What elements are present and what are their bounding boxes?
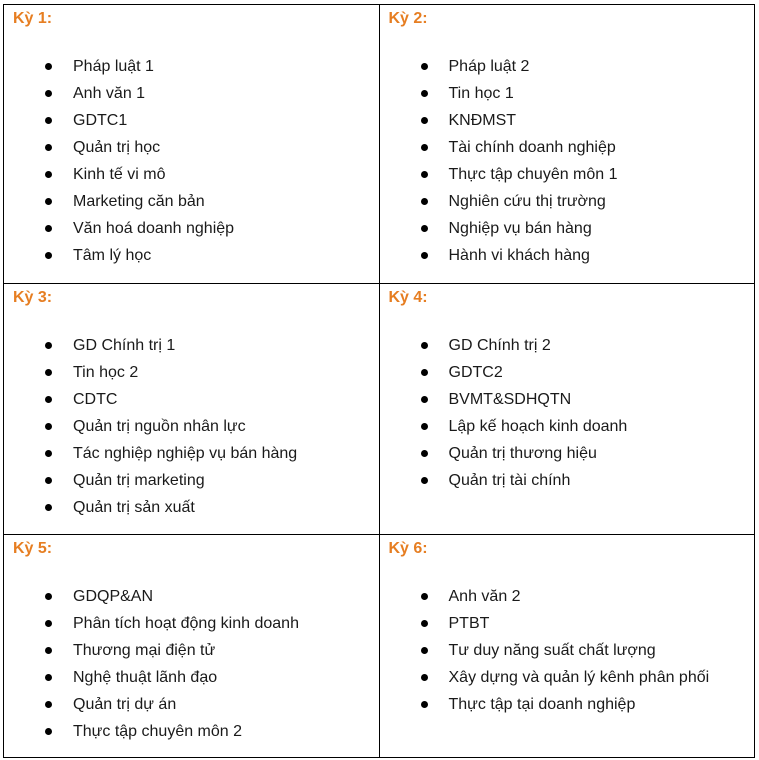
subject-label: Thực tập tại doanh nghiệp [448, 696, 636, 713]
bullet-icon [45, 198, 52, 205]
subject-label: Xây dựng và quản lý kênh phân phối [448, 669, 710, 686]
subject-label: Tin học 2 [73, 364, 139, 381]
bullet-icon [45, 342, 52, 349]
subject-label: Tâm lý học [73, 247, 152, 264]
list-item [389, 440, 755, 467]
list-item [13, 80, 379, 107]
subject-label: Kinh tế vi mô [73, 166, 166, 183]
bullet-icon [421, 198, 428, 205]
bullet-icon [45, 144, 52, 151]
subject-label: Nghiệp vụ bán hàng [448, 220, 592, 237]
subject-label: Quản trị tài chính [448, 472, 571, 489]
term-title: Kỳ 4: [388, 289, 428, 306]
bullet-icon [45, 423, 52, 430]
bullet-icon [45, 728, 52, 735]
term-cell-2 [379, 5, 755, 284]
subject-label: GDQP&AN [73, 588, 154, 605]
list-item [389, 610, 755, 637]
bullet-icon [421, 423, 428, 430]
subject-label: Marketing căn bản [73, 193, 205, 210]
term-block [380, 5, 755, 269]
bullet-icon [45, 504, 52, 511]
subject-label: Quản trị marketing [73, 472, 205, 489]
bullet-icon [421, 701, 428, 708]
bullet-icon [421, 117, 428, 124]
bullet-icon [421, 171, 428, 178]
term-cell-4 [379, 284, 755, 535]
list-item [13, 610, 379, 637]
list-item [13, 107, 379, 134]
term-title: Kỳ 6: [388, 540, 428, 557]
subject-list [13, 583, 379, 745]
table-row [4, 284, 755, 535]
bullet-icon [45, 450, 52, 457]
list-item [13, 440, 379, 467]
subject-label: PTBT [448, 615, 490, 632]
list-item [13, 188, 379, 215]
list-item [13, 583, 379, 610]
term-block [380, 284, 755, 494]
bullet-icon [421, 477, 428, 484]
subject-list [13, 53, 379, 269]
bullet-icon [45, 63, 52, 70]
table-row [4, 535, 755, 758]
subject-label: Văn hoá doanh nghiệp [73, 220, 235, 237]
list-item [13, 691, 379, 718]
subject-label: GDTC2 [448, 364, 503, 381]
list-item [389, 413, 755, 440]
subject-list [389, 53, 755, 269]
term-block [4, 284, 379, 521]
subject-label: GDTC1 [73, 112, 128, 129]
subject-label: Quản trị sản xuất [73, 499, 195, 516]
subject-label: Lập kế hoạch kinh doanh [448, 418, 628, 435]
bullet-icon [45, 171, 52, 178]
bullet-icon [421, 620, 428, 627]
subject-list [13, 332, 379, 521]
subject-label: Pháp luật 1 [73, 58, 154, 75]
list-item [13, 386, 379, 413]
list-item [13, 637, 379, 664]
list-item [389, 359, 755, 386]
list-item [389, 691, 755, 718]
bullet-icon [45, 620, 52, 627]
list-item [389, 188, 755, 215]
list-item [389, 467, 755, 494]
subject-label: Quản trị nguồn nhân lực [73, 418, 246, 435]
list-item [389, 583, 755, 610]
bullet-icon [45, 252, 52, 259]
subject-label: BVMT&SDHQTN [448, 391, 572, 408]
list-item [13, 664, 379, 691]
bullet-icon [421, 593, 428, 600]
subject-label: GD Chính trị 1 [73, 337, 176, 354]
bullet-icon [45, 674, 52, 681]
list-item [13, 53, 379, 80]
subject-label: Anh văn 1 [73, 85, 146, 102]
bullet-icon [421, 647, 428, 654]
bullet-icon [45, 396, 52, 403]
bullet-icon [421, 63, 428, 70]
subject-label: GD Chính trị 2 [448, 337, 551, 354]
bullet-icon [421, 225, 428, 232]
subject-label: Nghiên cứu thị trường [448, 193, 606, 210]
bullet-icon [421, 450, 428, 457]
list-item [13, 215, 379, 242]
list-item [389, 664, 755, 691]
bullet-icon [421, 369, 428, 376]
subject-label: Tư duy năng suất chất lượng [448, 642, 656, 659]
list-item [13, 718, 379, 745]
bullet-icon [421, 674, 428, 681]
bullet-icon [45, 477, 52, 484]
subject-label: Phân tích hoạt động kinh doanh [73, 615, 299, 632]
bullet-icon [45, 647, 52, 654]
bullet-icon [421, 252, 428, 259]
list-item [389, 332, 755, 359]
curriculum-table [3, 4, 755, 758]
subject-label: Quản trị học [73, 139, 161, 156]
subject-list [389, 332, 755, 494]
list-item [389, 637, 755, 664]
list-item [13, 359, 379, 386]
bullet-icon [45, 701, 52, 708]
subject-label: Thực tập chuyên môn 1 [448, 166, 618, 183]
subject-label: Tài chính doanh nghiệp [448, 139, 616, 156]
bullet-icon [421, 144, 428, 151]
term-title: Kỳ 3: [13, 289, 53, 306]
bullet-icon [421, 342, 428, 349]
subject-label: CDTC [73, 391, 118, 408]
bullet-icon [45, 225, 52, 232]
list-item [13, 134, 379, 161]
list-item [13, 161, 379, 188]
list-item [13, 494, 379, 521]
term-cell-1 [4, 5, 380, 284]
subject-label: Nghệ thuật lãnh đạo [73, 669, 218, 686]
list-item [13, 413, 379, 440]
subject-list [389, 583, 755, 718]
term-cell-5 [4, 535, 380, 758]
term-title: Kỳ 1: [13, 10, 53, 27]
subject-label: Tác nghiệp nghiệp vụ bán hàng [73, 445, 298, 462]
subject-label: Anh văn 2 [448, 588, 521, 605]
bullet-icon [45, 593, 52, 600]
subject-label: Tin học 1 [448, 85, 514, 102]
term-title: Kỳ 5: [13, 540, 53, 557]
subject-label: Quản trị thương hiệu [448, 445, 597, 462]
term-cell-3 [4, 284, 380, 535]
bullet-icon [421, 396, 428, 403]
list-item [389, 215, 755, 242]
list-item [389, 242, 755, 269]
table-row [4, 5, 755, 284]
term-block [380, 535, 755, 718]
term-block [4, 535, 379, 745]
term-title: Kỳ 2: [388, 10, 428, 27]
subject-label: Hành vi khách hàng [448, 247, 590, 264]
bullet-icon [45, 117, 52, 124]
list-item [389, 80, 755, 107]
subject-label: Thương mại điện tử [73, 642, 216, 659]
list-item [389, 107, 755, 134]
subject-label: Pháp luật 2 [448, 58, 530, 75]
subject-label: Quản trị dự án [73, 696, 177, 713]
list-item [389, 134, 755, 161]
bullet-icon [421, 90, 428, 97]
subject-label: KNĐMST [448, 112, 517, 129]
term-block [4, 5, 379, 269]
term-cell-6 [379, 535, 755, 758]
list-item [13, 242, 379, 269]
list-item [13, 332, 379, 359]
subject-label: Thực tập chuyên môn 2 [73, 723, 243, 740]
list-item [13, 467, 379, 494]
bullet-icon [45, 90, 52, 97]
list-item [389, 161, 755, 188]
bullet-icon [45, 369, 52, 376]
list-item [389, 53, 755, 80]
list-item [389, 386, 755, 413]
